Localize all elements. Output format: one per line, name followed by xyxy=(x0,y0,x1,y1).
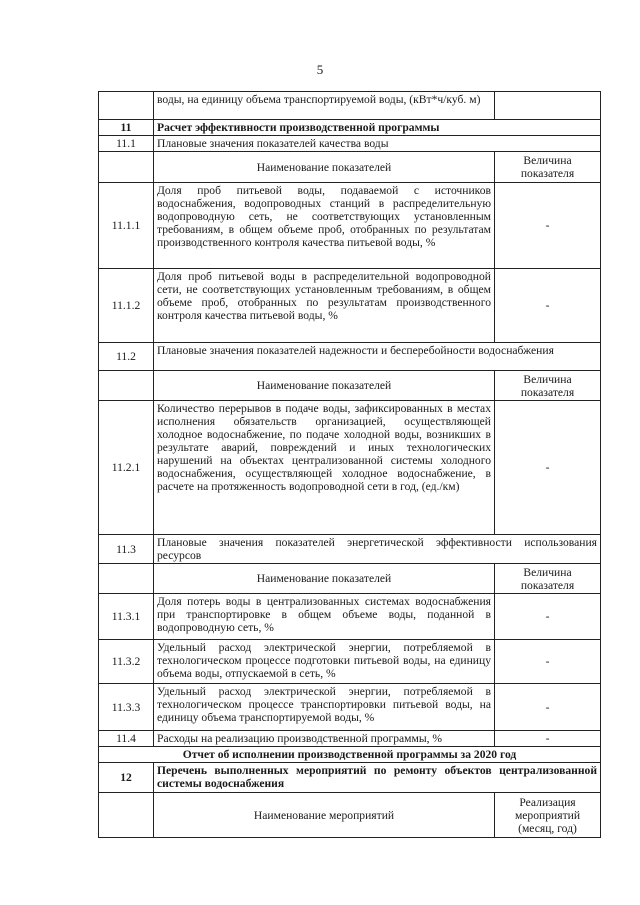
subsection-number: 11.1 xyxy=(99,136,154,152)
header-value: Величина показателя xyxy=(495,371,601,401)
header-measures: Наименование мероприятий xyxy=(154,793,495,838)
table-row xyxy=(99,594,601,640)
row-value: - xyxy=(495,183,601,269)
row-text: Доля потерь воды в централизованных системах водоснабжения при транспортировке в общем объеме воды, поданной в водопроводную сеть, % xyxy=(154,594,495,640)
row-text: Доля проб питьевой воды, подаваемой с источников водоснабжения, водопроводных станций в распределительную водопроводную сеть, не соответствующих установленным требованиям, в общем объеме проб, отобранных по результатам производственного контроля качества питьевой воды, % xyxy=(154,183,495,269)
row-value: - xyxy=(495,401,601,535)
header-realization: Реализация мероприятий (месяц, год) xyxy=(495,793,601,838)
subsection-row xyxy=(99,535,601,564)
row-number: 11.4 xyxy=(99,731,154,747)
row-number: 11.3.2 xyxy=(99,640,154,684)
header-row xyxy=(99,371,601,401)
subsection-number: 11.2 xyxy=(99,343,154,371)
header-row xyxy=(99,564,601,594)
section-title: Перечень выполненных мероприятий по ремонту объектов централизованной системы водоснабжения xyxy=(154,763,601,793)
header-value: Величина показателя xyxy=(495,152,601,183)
page-number: 5 xyxy=(316,62,324,77)
row-text: Удельный расход электрической энергии, потребляемой в технологическом процессе транспортировки питьевой воды, на единицу объема транспортируемой воды, % xyxy=(154,684,495,731)
table-row xyxy=(99,183,601,269)
table-row xyxy=(99,92,601,120)
table-row xyxy=(99,684,601,731)
header-row xyxy=(99,152,601,183)
section-row xyxy=(99,763,601,793)
table-row xyxy=(99,401,601,535)
row-number: 11.1.2 xyxy=(99,269,154,343)
row-text: Доля проб питьевой воды в распределительной водопроводной сети, не соответствующих установленным требованиям, в общем объеме проб, отобранных по результатам производственного контроля качества питьевой воды, % xyxy=(154,269,495,343)
row-text: Количество перерывов в подаче воды, зафиксированных в местах исполнения обязательств организацией, осуществляющей холодное водоснабжение, по подаче холодной воды, возникших в результате аварий, повреждений и иных технологических нарушений на объектах централизованной системы холодного водоснабжения, осуществляющей холодное водоснабжение, в расчете на протяженность водопроводной сети в год, (ед./км) xyxy=(154,401,495,535)
section-title: Расчет эффективности производственной программы xyxy=(154,120,601,136)
row-value: - xyxy=(495,731,601,747)
row-number: 11.3.3 xyxy=(99,684,154,731)
subsection-number: 11.3 xyxy=(99,535,154,564)
header-name: Наименование показателей xyxy=(154,371,495,401)
header-name: Наименование показателей xyxy=(154,564,495,594)
subsection-title: Плановые значения показателей энергетической эффективности использования ресурсов xyxy=(154,535,601,564)
table-row xyxy=(99,269,601,343)
row-value: - xyxy=(495,640,601,684)
subsection-title: Плановые значения показателей надежности и бесперебойности водоснабжения xyxy=(154,343,601,371)
row-value: - xyxy=(495,684,601,731)
program-table xyxy=(98,91,601,838)
subsection-title: Плановые значения показателей качества воды xyxy=(154,136,601,152)
table-row xyxy=(99,731,601,747)
report-title-row xyxy=(99,747,601,763)
row-text: Расходы на реализацию производственной программы, % xyxy=(154,731,495,747)
subsection-row xyxy=(99,136,601,152)
subsection-row xyxy=(99,343,601,371)
row-value: - xyxy=(495,594,601,640)
header-row xyxy=(99,793,601,838)
row-number: 11.2.1 xyxy=(99,401,154,535)
section-number: 11 xyxy=(99,120,154,136)
row-text: Удельный расход электрической энергии, потребляемой в технологическом процессе подготовки питьевой воды, на единицу объема воды, отпускаемой в сеть, % xyxy=(154,640,495,684)
section-number: 12 xyxy=(99,763,154,793)
section-row xyxy=(99,120,601,136)
report-title: Отчет об исполнении производственной программы за 2020 год xyxy=(99,747,601,763)
table-row xyxy=(99,640,601,684)
row-number: 11.3.1 xyxy=(99,594,154,640)
header-name: Наименование показателей xyxy=(154,152,495,183)
row-value: - xyxy=(495,269,601,343)
row-number: 11.1.1 xyxy=(99,183,154,269)
header-value: Величина показателя xyxy=(495,564,601,594)
row-text: воды, на единицу объема транспортируемой воды, (кВт*ч/куб. м) xyxy=(154,92,495,120)
